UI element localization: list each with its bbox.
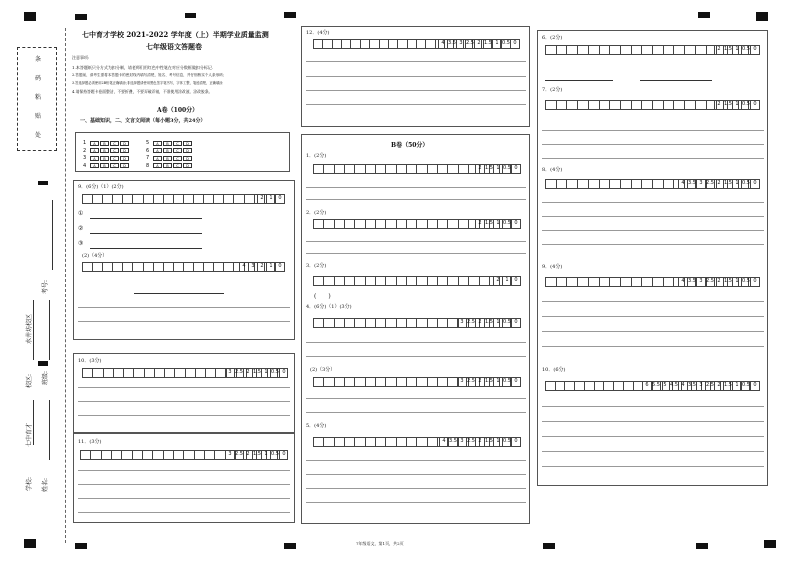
section-a-title: A卷（100分）	[157, 107, 199, 114]
score-option[interactable]: 0.5	[502, 377, 511, 387]
b-q5-label: 5．(4分)	[306, 423, 327, 429]
class-label: 班级:	[42, 370, 49, 385]
score-option[interactable]: 1	[261, 450, 270, 460]
b-q5-score-boxes[interactable]	[439, 437, 520, 447]
score-option[interactable]: 2.5	[705, 277, 714, 287]
b-q10-label: 10．(6分)	[542, 367, 566, 373]
b-q8-score-boxes[interactable]	[678, 179, 759, 189]
answer-line[interactable]	[306, 398, 526, 399]
score-option[interactable]: 1	[261, 368, 270, 378]
answer-line[interactable]	[542, 216, 764, 217]
mc-row	[83, 140, 130, 146]
mc-row	[83, 163, 130, 169]
answer-line[interactable]	[306, 342, 526, 343]
school-label: 学校:	[26, 476, 33, 491]
mc-option-bubble[interactable]: D	[183, 141, 192, 146]
score-option[interactable]: 5.5	[651, 381, 660, 391]
score-option[interactable]: 3	[248, 262, 257, 272]
q9-sub2-label: (2)（4分）	[82, 253, 108, 259]
score-option[interactable]: 0.5	[502, 219, 511, 229]
score-option[interactable]: 2.5	[466, 377, 475, 387]
b-q7-label: 7．(2分)	[542, 87, 563, 93]
answer-line[interactable]	[306, 488, 526, 489]
score-option[interactable]: 1	[493, 219, 502, 229]
score-option[interactable]: 0.5	[741, 277, 750, 287]
mc-option-bubble[interactable]: A	[90, 156, 99, 161]
b-q1-score-boxes[interactable]	[475, 164, 520, 174]
score-option[interactable]: 3.5	[687, 179, 696, 189]
answer-line[interactable]	[542, 421, 764, 422]
barcode-char: 粘	[35, 94, 42, 101]
answer-line[interactable]	[542, 466, 764, 467]
mc-option-bubble[interactable]: C	[173, 156, 182, 161]
mc-number: 2	[83, 147, 87, 154]
q12-score-boxes[interactable]	[438, 39, 519, 49]
score-option[interactable]: 4	[439, 437, 448, 447]
score-option[interactable]: 2	[714, 381, 723, 391]
answer-line[interactable]	[306, 412, 526, 413]
score-option[interactable]: 1.5	[723, 45, 732, 55]
b-q3-answer-grid[interactable]	[313, 276, 521, 286]
score-option[interactable]: 3	[225, 368, 234, 378]
b-q4-score-boxes[interactable]	[457, 318, 520, 328]
mc-option-bubble[interactable]: D	[183, 163, 192, 168]
answer-line[interactable]	[542, 144, 764, 145]
q9-sub2-score-boxes[interactable]	[239, 262, 284, 272]
registration-mark	[75, 14, 87, 20]
answer-line[interactable]	[78, 307, 290, 308]
answer-line[interactable]	[306, 76, 526, 77]
note-line: 3.答选择题必须使用2B铅笔正确填涂;非选择题请使用黑色签字笔书写，字体工整，笔迹清楚，正确填涂	[72, 81, 223, 85]
mc-option-bubble[interactable]: D	[120, 148, 129, 153]
score-option[interactable]: 0	[511, 318, 520, 328]
mc-row	[83, 155, 130, 161]
page-title: 七中育才学校 2021-2022 学年度（上）半期学业质量监测	[82, 30, 269, 39]
answer-line[interactable]	[78, 512, 290, 513]
score-option[interactable]: 1	[732, 277, 741, 287]
answer-line[interactable]	[306, 356, 526, 357]
mc-option-bubble[interactable]: D	[120, 141, 129, 146]
q9-item-marker: ①	[78, 210, 84, 217]
score-option[interactable]: 0	[279, 450, 288, 460]
mc-number: 7	[146, 155, 150, 161]
b-q3-paren[interactable]: ( )	[314, 293, 331, 300]
q9-label: 9．(6分)（1）(2分)	[78, 184, 124, 190]
answer-line[interactable]	[640, 80, 712, 81]
mc-option-bubble[interactable]: C	[110, 148, 119, 153]
score-option[interactable]: 3	[696, 381, 705, 391]
score-option[interactable]: 2	[475, 219, 484, 229]
mc-option-bubble[interactable]: D	[183, 148, 192, 153]
b-q4-sub2-score-boxes[interactable]	[457, 377, 520, 387]
mc-option-bubble[interactable]: C	[110, 141, 119, 146]
mc-option-bubble[interactable]: C	[110, 163, 119, 168]
mc-option-bubble[interactable]: B	[163, 156, 172, 161]
score-option[interactable]: 2.5	[466, 318, 475, 328]
score-option[interactable]: 1	[732, 179, 741, 189]
score-option[interactable]: 4	[678, 179, 687, 189]
score-option[interactable]: 0.5	[502, 164, 511, 174]
side-fill-line	[52, 200, 53, 270]
score-option[interactable]: 0	[750, 381, 759, 391]
exam-no-label: 考号:	[42, 279, 49, 294]
mc-option-bubble[interactable]: B	[100, 148, 109, 153]
barcode-char: 处	[35, 132, 42, 139]
score-option[interactable]: 1.5	[484, 219, 493, 229]
mc-number: 5	[146, 140, 150, 146]
section-a-subtitle: 一、基础知识，二、文言文阅读（每小题3分，共24分）	[80, 118, 206, 124]
question-9-box	[73, 180, 295, 340]
answer-line[interactable]	[306, 187, 526, 188]
score-option[interactable]: 2	[257, 262, 266, 272]
score-option[interactable]: 1	[493, 318, 502, 328]
answer-line[interactable]	[542, 301, 764, 302]
score-option[interactable]: 2	[243, 368, 252, 378]
page-footer: 7年级语文，第1页，共2页	[356, 541, 404, 546]
header-panel	[68, 24, 296, 126]
side-fill-line	[33, 300, 34, 360]
score-option[interactable]: 1.5	[723, 100, 732, 110]
registration-mark	[696, 543, 708, 549]
score-option[interactable]: 1	[492, 39, 501, 49]
barcode-char: 条	[35, 56, 42, 63]
name-label: 姓名:	[42, 477, 49, 492]
b-q4-label: 4．(6分)（1）(3分)	[306, 304, 352, 310]
score-option[interactable]: 0.5	[741, 381, 750, 391]
binding-dashed-line	[65, 28, 66, 543]
score-option[interactable]: 6	[642, 381, 651, 391]
score-option[interactable]: 1.5	[723, 277, 732, 287]
score-option[interactable]: 0	[511, 437, 520, 447]
score-option[interactable]: 1.5	[252, 368, 261, 378]
registration-mark	[284, 12, 296, 18]
score-option[interactable]: 0.5	[741, 100, 750, 110]
q9-item-marker: ②	[78, 225, 84, 232]
score-option[interactable]: 4	[239, 262, 248, 272]
score-option[interactable]: 1	[266, 262, 275, 272]
score-option[interactable]: 3.5	[687, 381, 696, 391]
question-10-box	[73, 353, 295, 433]
answer-line[interactable]	[545, 80, 613, 81]
score-option[interactable]: 0.5	[501, 39, 510, 49]
mc-number: 3	[83, 155, 87, 161]
score-option[interactable]: 1	[732, 45, 741, 55]
score-option[interactable]: 3	[225, 450, 234, 460]
answer-line[interactable]	[542, 346, 764, 347]
answer-line[interactable]	[90, 218, 202, 219]
answer-line[interactable]	[90, 248, 202, 249]
mc-option-bubble[interactable]: B	[163, 148, 172, 153]
school-value: 七中育才	[26, 422, 33, 447]
registration-mark	[24, 12, 36, 21]
b-q8-label: 8．(4分)	[542, 167, 563, 173]
score-option[interactable]: 2	[257, 194, 266, 204]
mc-option-bubble[interactable]: A	[90, 148, 99, 153]
score-option[interactable]: 1.5	[483, 39, 492, 49]
answer-line[interactable]	[78, 498, 290, 499]
score-option[interactable]: 2	[493, 276, 502, 286]
score-option[interactable]: 3.5	[687, 277, 696, 287]
b-q3-label: 3．(2分)	[306, 263, 327, 269]
registration-mark	[543, 543, 555, 549]
mc-number: 8	[146, 162, 150, 169]
score-option[interactable]: 1	[732, 100, 741, 110]
registration-mark	[698, 12, 710, 18]
score-option[interactable]: 3.5	[448, 437, 457, 447]
score-option[interactable]: 2	[714, 100, 723, 110]
score-option[interactable]: 2	[714, 45, 723, 55]
answer-line[interactable]	[306, 241, 526, 242]
score-option[interactable]: 2.5	[234, 368, 243, 378]
score-option[interactable]: 0	[275, 194, 284, 204]
campus-value: 水井坊校区	[26, 313, 33, 344]
registration-mark	[38, 361, 48, 366]
answer-line[interactable]	[542, 436, 764, 437]
score-option[interactable]: 1	[493, 377, 502, 387]
score-option[interactable]: 2	[475, 164, 484, 174]
barcode-char: 贴	[35, 113, 42, 120]
mc-option-bubble[interactable]: A	[90, 163, 99, 168]
mc-option-bubble[interactable]: B	[100, 163, 109, 168]
b-q6-score-boxes[interactable]	[714, 45, 759, 55]
score-option[interactable]: 3.5	[447, 39, 456, 49]
mc-option-bubble[interactable]: D	[183, 156, 192, 161]
score-option[interactable]: 1	[502, 276, 511, 286]
answer-line[interactable]	[78, 470, 290, 471]
mc-option-bubble[interactable]: A	[153, 141, 162, 146]
mc-option-bubble[interactable]: B	[100, 156, 109, 161]
score-option[interactable]: 1.5	[252, 450, 261, 460]
answer-line[interactable]	[542, 158, 764, 159]
column-3-box	[537, 30, 768, 486]
b-q2-label: 2．(2分)	[306, 210, 327, 216]
side-fill-line	[33, 400, 34, 445]
section-b-title: B卷（50分）	[391, 142, 429, 149]
mc-number: 4	[83, 162, 87, 169]
b-q1-label: 1．(2分)	[306, 153, 327, 159]
answer-line[interactable]	[542, 244, 764, 245]
score-option[interactable]: 2.5	[234, 450, 243, 460]
side-fill-line	[49, 300, 50, 360]
barcode-area	[17, 47, 57, 151]
b-q10-score-boxes[interactable]	[642, 381, 759, 391]
mc-option-bubble[interactable]: B	[100, 141, 109, 146]
registration-mark	[185, 13, 196, 18]
mc-option-bubble[interactable]: B	[163, 163, 172, 168]
registration-mark	[38, 181, 48, 185]
score-option[interactable]: 0	[275, 262, 284, 272]
score-option[interactable]: 0.5	[741, 45, 750, 55]
answer-line[interactable]	[306, 253, 526, 254]
answer-line[interactable]	[542, 451, 764, 452]
score-option[interactable]: 3	[456, 39, 465, 49]
score-option[interactable]: 0	[511, 219, 520, 229]
barcode-char: 码	[35, 75, 42, 82]
campus-label: 校区:	[26, 373, 33, 388]
score-option[interactable]: 1.5	[484, 164, 493, 174]
score-option[interactable]: 2.5	[705, 381, 714, 391]
mc-option-bubble[interactable]: C	[110, 156, 119, 161]
q9-answer-grid[interactable]	[82, 194, 285, 204]
answer-line[interactable]	[542, 331, 764, 332]
b-q7-score-boxes[interactable]	[714, 100, 759, 110]
answer-line[interactable]	[542, 202, 764, 203]
score-option[interactable]: 2.5	[466, 437, 475, 447]
score-option[interactable]: 5	[660, 381, 669, 391]
mc-option-bubble[interactable]: A	[153, 156, 162, 161]
answer-line[interactable]	[90, 233, 202, 234]
mc-row	[146, 155, 193, 161]
score-option[interactable]: 0.5	[502, 437, 511, 447]
registration-mark	[24, 539, 36, 548]
score-option[interactable]: 1.5	[484, 377, 493, 387]
score-option[interactable]: 2	[475, 377, 484, 387]
score-option[interactable]: 4	[678, 381, 687, 391]
score-option[interactable]: 3	[457, 437, 466, 447]
score-option[interactable]: 4.5	[669, 381, 678, 391]
b-q2-score-boxes[interactable]	[475, 219, 520, 229]
q12-label: 12．(4分)	[306, 30, 330, 36]
answer-line[interactable]	[542, 406, 764, 407]
score-option[interactable]: 2.5	[705, 179, 714, 189]
mc-row	[146, 140, 193, 146]
score-option[interactable]: 2	[475, 318, 484, 328]
score-option[interactable]: 2	[243, 450, 252, 460]
mc-option-bubble[interactable]: C	[173, 148, 182, 153]
answer-line[interactable]	[78, 401, 290, 402]
note-line: 4.请保持答题卡卷面整洁，不要折叠，不要弄破弄皱，不准使用涂改液、涂改胶条。	[72, 89, 213, 94]
answer-line[interactable]	[134, 293, 224, 294]
score-option[interactable]: 2	[714, 179, 723, 189]
score-option[interactable]: 2	[474, 39, 483, 49]
answer-line[interactable]	[306, 474, 526, 475]
score-option[interactable]: 0	[511, 276, 520, 286]
score-option[interactable]: 4	[438, 39, 447, 49]
q10-label: 10．(3分)	[78, 358, 102, 364]
q11-score-boxes[interactable]	[225, 450, 288, 460]
registration-mark	[75, 543, 87, 549]
mc-option-bubble[interactable]: D	[120, 156, 129, 161]
b-q3-score-boxes[interactable]	[493, 276, 520, 286]
score-option[interactable]: 1.5	[484, 318, 493, 328]
score-option[interactable]: 1	[266, 194, 275, 204]
score-option[interactable]: 2.5	[465, 39, 474, 49]
mc-option-bubble[interactable]: B	[163, 141, 172, 146]
q9-item-marker: ③	[78, 240, 84, 247]
score-option[interactable]: 3	[457, 318, 466, 328]
score-option[interactable]: 0	[750, 277, 759, 287]
mc-row	[146, 163, 193, 169]
notes-label: 注意事项:	[72, 55, 90, 60]
note-line: 1.本答题纸只分方式为扣分制，请老师们用红色中性笔在对应分数框做扣分标记.	[72, 65, 214, 70]
mc-option-bubble[interactable]: A	[153, 163, 162, 168]
answer-line[interactable]	[542, 230, 764, 231]
mc-number: 6	[146, 147, 150, 154]
score-option[interactable]: 3	[696, 277, 705, 287]
score-option[interactable]: 0.5	[270, 368, 279, 378]
score-option[interactable]: 1.5	[723, 179, 732, 189]
mc-option-bubble[interactable]: A	[153, 148, 162, 153]
multiple-choice-box	[75, 132, 290, 172]
answer-line[interactable]	[542, 130, 764, 131]
side-fill-line	[49, 400, 50, 460]
page-subtitle: 七年级语文答题卷	[146, 42, 202, 51]
answer-line[interactable]	[306, 460, 526, 461]
mc-option-bubble[interactable]: D	[120, 163, 129, 168]
score-option[interactable]: 1	[732, 381, 741, 391]
score-option[interactable]: 0.5	[741, 179, 750, 189]
q10-score-boxes[interactable]	[225, 368, 288, 378]
answer-line[interactable]	[78, 484, 290, 485]
answer-line[interactable]	[78, 415, 290, 416]
mc-option-bubble[interactable]: A	[90, 141, 99, 146]
answer-line[interactable]	[78, 321, 290, 322]
score-option[interactable]: 2	[714, 277, 723, 287]
score-option[interactable]: 1.5	[723, 381, 732, 391]
score-option[interactable]: 0	[511, 377, 520, 387]
score-option[interactable]: 0	[750, 45, 759, 55]
b-q9-label: 9．(4分)	[542, 264, 563, 270]
b-q4-sub2-label: (2)（3分）	[310, 367, 336, 373]
score-option[interactable]: 2	[475, 437, 484, 447]
registration-mark	[756, 12, 768, 21]
score-option[interactable]: 1	[493, 437, 502, 447]
b-q9-score-boxes[interactable]	[678, 277, 759, 287]
score-option[interactable]: 0.5	[270, 450, 279, 460]
q9-score-boxes[interactable]	[257, 194, 284, 204]
mc-option-bubble[interactable]: C	[173, 141, 182, 146]
answer-line[interactable]	[542, 316, 764, 317]
mc-row	[83, 148, 130, 154]
note-line: 2.答题前，请考生需将本答题卡的密封线内填写清楚，姓名、考号信息，并仔细核实个人条形码;	[72, 73, 224, 77]
section-b-box	[301, 134, 530, 524]
score-option[interactable]: 1	[493, 164, 502, 174]
registration-mark	[284, 543, 296, 549]
answer-line[interactable]	[306, 502, 526, 503]
score-option[interactable]: 3	[696, 179, 705, 189]
answer-line[interactable]	[306, 104, 526, 105]
question-12-box	[301, 26, 530, 127]
score-option[interactable]: 0	[750, 100, 759, 110]
registration-mark	[764, 540, 776, 548]
b-q6-label: 6．(2分)	[542, 35, 563, 41]
mc-option-bubble[interactable]: C	[173, 163, 182, 168]
answer-line[interactable]	[306, 61, 526, 62]
mc-number: 1	[83, 140, 87, 146]
score-option[interactable]: 0	[510, 39, 519, 49]
answer-line[interactable]	[306, 199, 526, 200]
answer-line[interactable]	[306, 90, 526, 91]
mc-row	[146, 148, 193, 154]
score-option[interactable]: 0	[750, 179, 759, 189]
score-option[interactable]: 0	[279, 368, 288, 378]
question-11-box	[73, 433, 295, 523]
answer-line[interactable]	[78, 387, 290, 388]
q11-label: 11．(3分)	[78, 439, 102, 445]
score-option[interactable]: 0.5	[502, 318, 511, 328]
score-option[interactable]: 1.5	[484, 437, 493, 447]
score-option[interactable]: 3	[457, 377, 466, 387]
score-option[interactable]: 0	[511, 164, 520, 174]
score-option[interactable]: 4	[678, 277, 687, 287]
